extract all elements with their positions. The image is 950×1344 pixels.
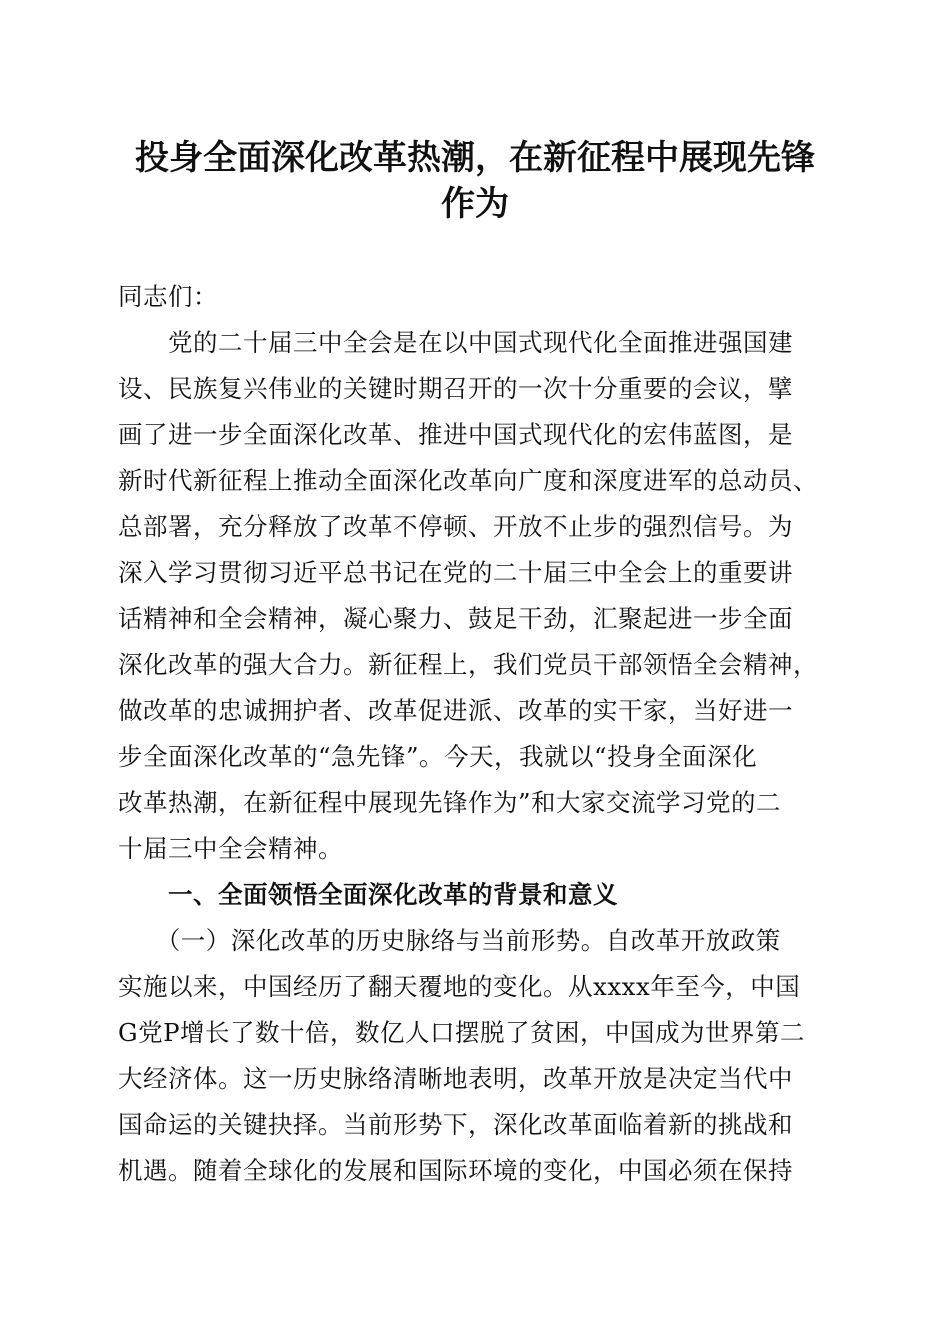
body-line: 新时代新征程上推动全面深化改革向广度和深度进军的总动员、 <box>118 466 818 495</box>
section-line: 实施以来，中国经历了翻天覆地的变化。从xxxx年至今，中国 <box>118 972 801 1001</box>
body-line: 步全面深化改革的“急先锋”。今天，我就以“投身全面深化 <box>118 742 758 771</box>
body-line: 设、民族复兴伟业的关键时期召开的一次十分重要的会议，擘 <box>118 374 793 403</box>
document-title-line-2: 作为 <box>441 184 509 224</box>
body-line: 十届三中全会精神。 <box>118 834 343 863</box>
body-line: 党的二十届三中全会是在以中国式现代化全面推进强国建 <box>118 328 793 357</box>
section-line: 机遇。随着全球化的发展和国际环境的变化，中国必须在保持 <box>118 1156 793 1185</box>
section-heading: 一、全面领悟全面深化改革的背景和意义 <box>118 880 618 909</box>
body-line: 总部署，充分释放了改革不停顿、开放不止步的强烈信号。为 <box>118 512 793 541</box>
body-line: 深入学习贯彻习近平总书记在党的二十届三中全会上的重要讲 <box>118 558 793 587</box>
body-line: 画了进一步全面深化改革、推进中国式现代化的宏伟蓝图，是 <box>118 420 793 449</box>
salutation: 同志们： <box>118 282 218 311</box>
body-line: 深化改革的强大合力。新征程上，我们党员干部领悟全会精神， <box>118 650 818 679</box>
document-title-line-1: 投身全面深化改革热潮，在新征程中展现先锋 <box>135 138 815 178</box>
section-line: 大经济体。这一历史脉络清晰地表明，改革开放是决定当代中 <box>118 1064 793 1093</box>
section-line: G党P增长了数十倍，数亿人口摆脱了贫困，中国成为世界第二 <box>118 1018 806 1047</box>
section-line: （一）深化改革的历史脉络与当前形势。自改革开放政策 <box>118 926 781 955</box>
section-line: 国命运的关键抉择。当前形势下，深化改革面临着新的挑战和 <box>118 1110 793 1139</box>
body-line: 话精神和全会精神，凝心聚力、鼓足干劲，汇聚起进一步全面 <box>118 604 793 633</box>
body-line: 改革热潮，在新征程中展现先锋作为”和大家交流学习党的二 <box>118 788 782 817</box>
body-line: 做改革的忠诚拥护者、改革促进派、改革的实干家，当好进一 <box>118 696 793 725</box>
